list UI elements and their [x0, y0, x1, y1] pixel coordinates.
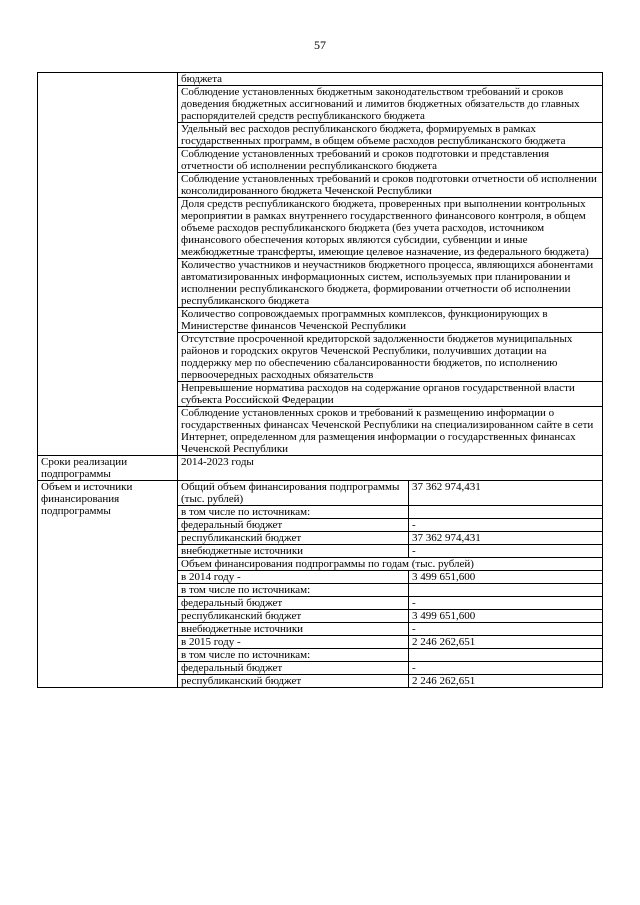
indicator-text: Количество сопровождаемых программных комплексов, функционирующих в Министерстве финансов Чеченской Республики	[178, 308, 603, 333]
empty-cell	[409, 649, 603, 662]
year-2014-label: в 2014 году -	[178, 571, 409, 584]
republican-value: 3 499 651,600	[409, 610, 603, 623]
offbudget-label: внебюджетные источники	[178, 545, 409, 558]
empty-cell	[409, 584, 603, 597]
financing-total-value: 37 362 974,431	[409, 481, 603, 506]
federal-label: федеральный бюджет	[178, 662, 409, 675]
indicator-row	[38, 73, 603, 86]
republican-label: республиканский бюджет	[178, 610, 409, 623]
indicator-text: Количество участников и неучастников бюджетного процесса, являющихся абонентами автоматизированных информационных систем, используемых при планировании и исполнении республиканского бюджета, формировании отчетности об исполнении республиканского бюджета	[178, 259, 603, 308]
republican-label: республиканский бюджет	[178, 675, 409, 688]
federal-value: -	[409, 662, 603, 675]
indicator-text: Удельный вес расходов республиканского бюджета, формируемых в рамках государственных программ, в общем объеме расходов республиканского бюджета	[178, 123, 603, 148]
sources-label: в том числе по источникам:	[178, 506, 409, 519]
indicator-text: Отсутствие просроченной кредиторской задолженности бюджетов муниципальных районов и городских округов Чеченской Республики, получивших дотации на поддержку мер по обеспечению сбалансированности бюджетов, по исполнению первоочередных расходных обязательств	[178, 333, 603, 382]
indicator-text: Доля средств республиканского бюджета, проверенных при выполнении контрольных мероприятии в рамках внутреннего государственного финансового контроля, в общем объеме расходов республиканского бюджета (без учета расходов, источником финансового обеспечения которых являются субсидии, субвенции и иные межбюджетные трансферты, имеющие целевое назначение, из федерального бюджета)	[178, 198, 603, 259]
by-years-heading: Объем финансирования подпрограммы по годам (тыс. рублей)	[178, 558, 603, 571]
sources-label: в том числе по источникам:	[178, 584, 409, 597]
indicator-text: бюджета	[178, 73, 603, 86]
terms-label: Сроки реализации подпрограммы	[38, 456, 178, 481]
indicator-text: Соблюдение установленных сроков и требований к размещению информации о государственных финансах Чеченской Республики на специализированном сайте в сети Интернет, определенном для размещения информации о государственных финансах Чеченской Республики	[178, 407, 603, 456]
federal-label: федеральный бюджет	[178, 519, 409, 532]
financing-total-label: Общий объем финансирования подпрограммы (тыс. рублей)	[178, 481, 409, 506]
offbudget-label: внебюджетные источники	[178, 623, 409, 636]
indicator-text: Непревышение норматива расходов на содержание органов государственной власти субъекта Российской Федерации	[178, 382, 603, 407]
federal-label: федеральный бюджет	[178, 597, 409, 610]
indicator-text: Соблюдение установленных требований и сроков подготовки отчетности об исполнении консолидированного бюджета Чеченской Республики	[178, 173, 603, 198]
indicators-label-cell	[38, 73, 178, 456]
federal-value: -	[409, 597, 603, 610]
financing-total-row	[38, 481, 603, 506]
passport-table	[37, 72, 603, 688]
indicator-text: Соблюдение установленных бюджетным законодательством требований и сроков доведения бюджетных ассигнований и лимитов бюджетных обязательств до главных распорядителей средств республиканского бюджета	[178, 86, 603, 123]
republican-value: 2 246 262,651	[409, 675, 603, 688]
page-number: 57	[314, 38, 326, 52]
offbudget-value: -	[409, 623, 603, 636]
offbudget-value: -	[409, 545, 603, 558]
republican-label: республиканский бюджет	[178, 532, 409, 545]
financing-label: Объем и источники финансирования подпрограммы	[38, 481, 178, 688]
terms-value: 2014-2023 годы	[178, 456, 603, 481]
empty-cell	[409, 506, 603, 519]
year-2015-total: 2 246 262,651	[409, 636, 603, 649]
terms-row	[38, 456, 603, 481]
federal-value: -	[409, 519, 603, 532]
indicator-text: Соблюдение установленных требований и сроков подготовки и представления отчетности об исполнении республиканского бюджета	[178, 148, 603, 173]
republican-value: 37 362 974,431	[409, 532, 603, 545]
year-2015-label: в 2015 году -	[178, 636, 409, 649]
sources-label: в том числе по источникам:	[178, 649, 409, 662]
year-2014-total: 3 499 651,600	[409, 571, 603, 584]
